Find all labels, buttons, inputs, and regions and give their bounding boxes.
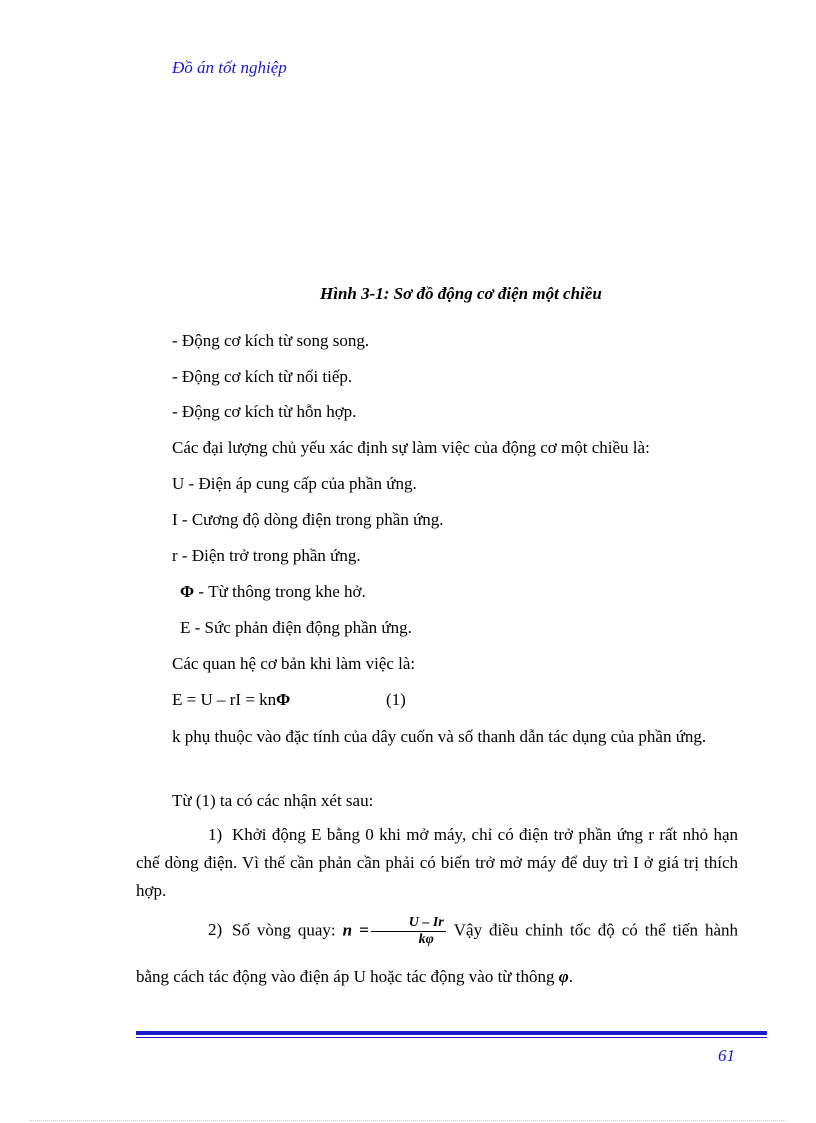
- bullet: -: [172, 331, 178, 350]
- list-item-text: Động cơ kích từ hỗn hợp.: [181, 402, 357, 421]
- list-item: [172, 402, 356, 422]
- quantities-intro: Các đại lượng chủ yếu xác định sự làm việc của động cơ một chiều là:: [172, 438, 650, 457]
- formula-denominator: kφ: [418, 932, 434, 947]
- quantity-phi: [180, 582, 366, 602]
- page-header: Đồ án tốt nghiệp: [172, 58, 287, 77]
- phi-symbol: Φ: [276, 690, 291, 709]
- list-item-text: Động cơ kích từ song song.: [181, 331, 370, 350]
- quantity-r: r - Điện trở trong phần ứng.: [172, 546, 361, 565]
- phi-symbol: Φ: [180, 582, 195, 601]
- k-paragraph: k phụ thuộc vào đặc tính của dây cuốn và số thanh dẫn tác dụng của phần ứng.: [172, 727, 707, 746]
- remark-number: 1): [208, 825, 223, 844]
- phi-symbol: φ: [558, 967, 569, 986]
- page-number: 61: [718, 1046, 735, 1065]
- remark-text: Khởi động E bằng 0 khi mở máy, chỉ có điện trở phần ứng r rất nhỏ hạn chế dòng điện. Vì thế cần phản cần phải có biến trở mở máy để duy trì I ở giá trị thích hợp.: [136, 825, 738, 900]
- list-item-text: Động cơ kích từ nối tiếp.: [181, 367, 353, 386]
- relations-intro: Các quan hệ cơ bản khi làm việc là:: [172, 654, 416, 673]
- list-item: [172, 367, 352, 387]
- quantity-phi-text: - Từ thông trong khe hở.: [194, 582, 366, 601]
- remark-text: bằng cách tác động vào điện áp U hoặc tác động vào từ thông: [136, 967, 555, 986]
- formula-numerator: U – Ir: [371, 915, 446, 932]
- quantity-e: E - Sức phản điện động phần ứng.: [180, 618, 412, 637]
- page-break-line: [30, 1120, 786, 1121]
- equation-text: E = U – rI = kn: [172, 690, 277, 709]
- quantity-i: I - Cương độ dòng điện trong phần ứng.: [172, 510, 444, 529]
- footer-rule: [136, 1031, 767, 1035]
- bullet: -: [172, 367, 178, 386]
- remark-2-line2: [136, 967, 573, 987]
- remark-1: [136, 821, 738, 905]
- period: .: [568, 967, 573, 986]
- equation-number: (1): [386, 690, 406, 709]
- formula-lhs: n =: [342, 920, 369, 940]
- equation-1: [172, 690, 290, 710]
- footer-rule-thin: [136, 1037, 767, 1038]
- remarks-intro: Từ (1) ta có các nhận xét sau:: [172, 791, 374, 810]
- list-item: [172, 331, 369, 351]
- figure-caption: Hình 3-1: Sơ đồ động cơ điện một chiều: [320, 284, 602, 303]
- remark-lead: Số vòng quay:: [232, 920, 336, 940]
- remark-2: [136, 915, 738, 948]
- remark-number: 2): [208, 920, 223, 940]
- bullet: -: [172, 402, 178, 421]
- speed-formula: [371, 915, 446, 948]
- remark-tail: Vậy điều chỉnh tốc độ có thể tiến hành: [453, 920, 738, 940]
- quantity-u: U - Điện áp cung cấp của phần ứng.: [172, 474, 417, 493]
